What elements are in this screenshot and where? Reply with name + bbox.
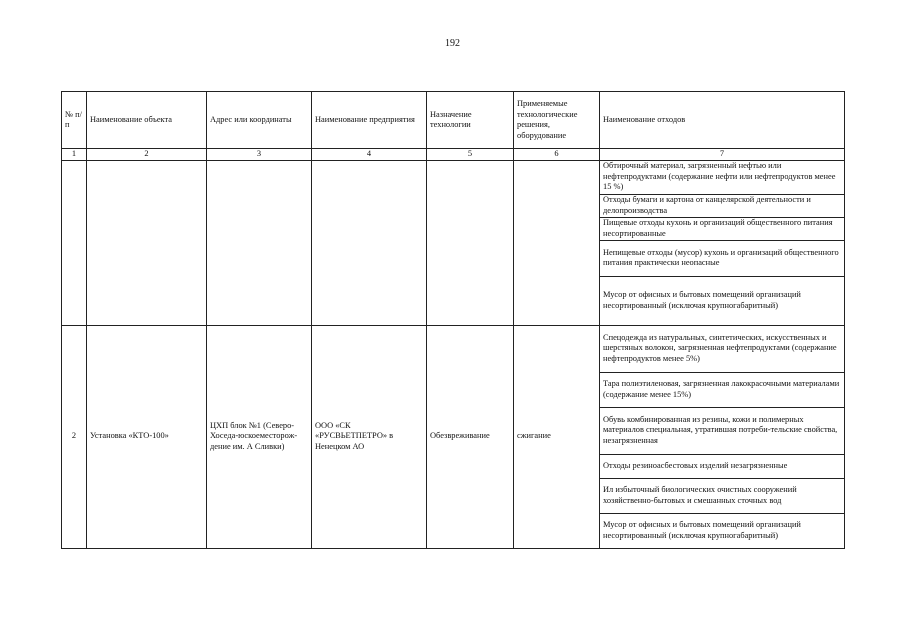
- col-number: 6: [514, 149, 600, 161]
- waste-item: Спецодежда из натуральных, синтетических, искусственных и шерстяных волокон, загрязненная нефтепродуктами (содержание нефтепродуктов менее 5%): [600, 325, 845, 372]
- num-cell: [62, 160, 87, 325]
- num-cell: 2: [62, 325, 87, 548]
- technology-cell: сжигание: [514, 325, 600, 548]
- waste-item: Тара полиэтиленовая, загрязненная лакокрасочными материалами (содержание менее 15%): [600, 372, 845, 407]
- object-cell: Установка «КТО-100»: [87, 325, 207, 548]
- col-number: 5: [427, 149, 514, 161]
- header-num: № п/п: [62, 92, 87, 149]
- waste-item: Непищевые отходы (мусор) кухонь и организаций общественного питания практически неопасные: [600, 240, 845, 276]
- col-number: 1: [62, 149, 87, 161]
- col-number: 2: [87, 149, 207, 161]
- waste-item: Отходы резиноасбестовых изделий незагрязненные: [600, 454, 845, 478]
- waste-item: Отходы бумаги и картона от канцелярской деятельности и делопроизводства: [600, 194, 845, 217]
- col-number: 3: [207, 149, 312, 161]
- table-row: [62, 160, 845, 194]
- purpose-cell: Обезвреживание: [427, 325, 514, 548]
- waste-item: Мусор от офисных и бытовых помещений организаций несортированный (исключая крупногабаритный): [600, 513, 845, 548]
- header-row: [62, 92, 845, 149]
- header-purpose: Назначение технологии: [427, 92, 514, 149]
- waste-item: Обтирочный материал, загрязненный нефтью или нефтепродуктами (содержание нефти или нефтепродуктов менее 15 %): [600, 160, 845, 194]
- address-cell: [207, 160, 312, 325]
- enterprise-cell: [312, 160, 427, 325]
- purpose-cell: [427, 160, 514, 325]
- header-technology: Применяемые технологические решения, оборудование: [514, 92, 600, 149]
- header-address: Адрес или координаты: [207, 92, 312, 149]
- waste-item: Мусор от офисных и бытовых помещений организаций несортированный (исключая крупногабаритный): [600, 276, 845, 325]
- table-row: [62, 325, 845, 372]
- column-number-row: [62, 149, 845, 161]
- address-cell: ЦХП блок №1 (Северо-Хоседа-юскоеместорож-дение им. А Сливки): [207, 325, 312, 548]
- object-cell: [87, 160, 207, 325]
- waste-item: Ил избыточный биологических очистных сооружений хозяйственно-бытовых и смешанных сточных вод: [600, 478, 845, 513]
- waste-facilities-table: [61, 91, 845, 549]
- enterprise-cell: ООО «СК «РУСВЬЕТПЕТРО» в Ненецком АО: [312, 325, 427, 548]
- header-object: Наименование объекта: [87, 92, 207, 149]
- col-number: 4: [312, 149, 427, 161]
- header-wastes: Наименование отходов: [600, 92, 845, 149]
- page-number: 192: [445, 38, 460, 49]
- waste-item: Пищевые отходы кухонь и организаций общественного питания несортированные: [600, 217, 845, 240]
- technology-cell: [514, 160, 600, 325]
- col-number: 7: [600, 149, 845, 161]
- waste-item: Обувь комбинированная из резины, кожи и полимерных материалов специальная, утратившая потреби-тельские свойства, незагрязненная: [600, 407, 845, 454]
- header-enterprise: Наименование предприятия: [312, 92, 427, 149]
